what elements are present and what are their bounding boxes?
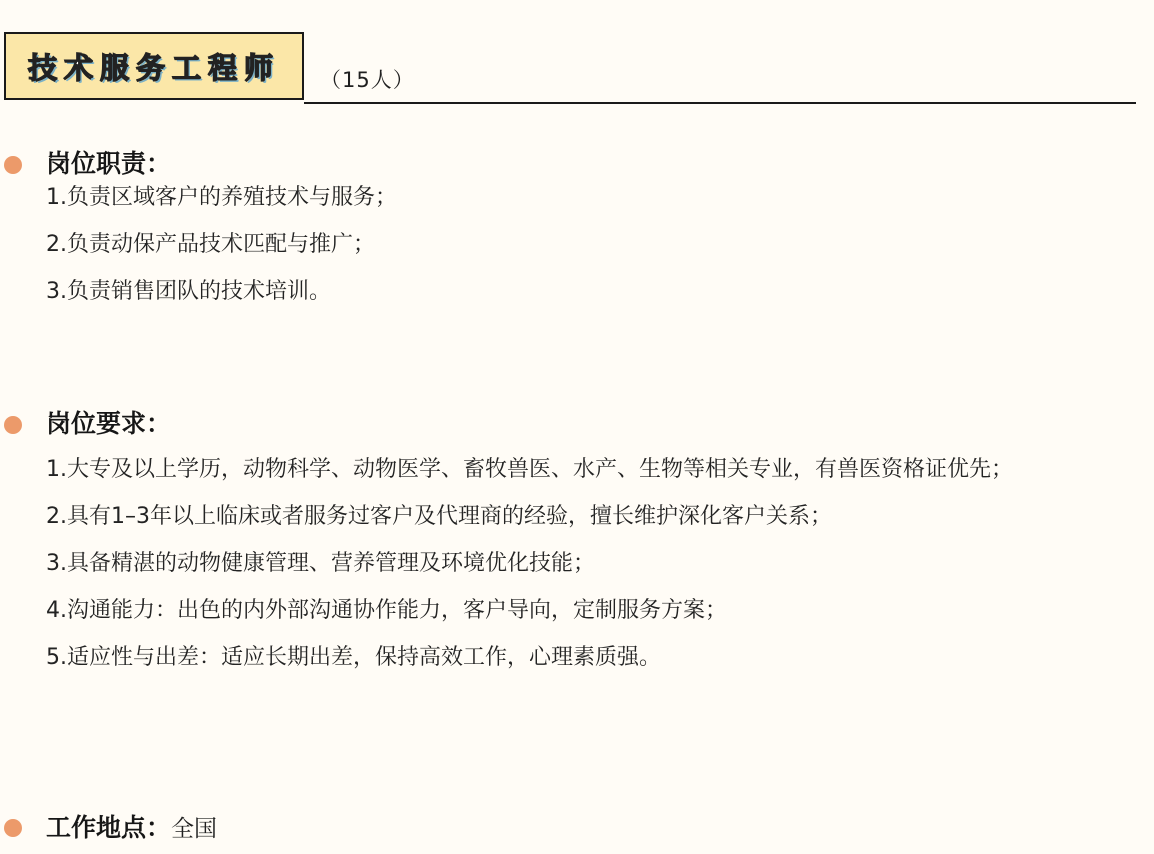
list-item: 2.负责动保产品技术匹配与推广； (46, 232, 375, 257)
responsibilities-list (46, 174, 1138, 315)
location-heading: 工作地点： (46, 813, 172, 842)
list-item: 3.负责销售团队的技术培训。 (46, 279, 331, 304)
list-item: 2.具有1–3年以上临床或者服务过客户及代理商的经验，擅长维护深化客户关系； (46, 504, 832, 529)
responsibilities-heading: 岗位职责： (46, 149, 172, 178)
list-item: 1.大专及以上学历，动物科学、动物医学、畜牧兽医、水产、生物等相关专业，有兽医资格证优先； (46, 457, 1013, 482)
job-title: 技术服务工程师 (27, 50, 280, 85)
bullet-dot-icon (4, 156, 22, 174)
requirements-list (46, 446, 1138, 681)
list-item: 5.适应性与出差：适应长期出差，保持高效工作，心理素质强。 (46, 645, 661, 670)
job-title-box (4, 32, 304, 100)
list-item: 4.沟通能力：出色的内外部沟通协作能力，客户导向，定制服务方案； (46, 598, 727, 623)
header-divider (304, 102, 1136, 104)
list-item: 1.负责区域客户的养殖技术与服务； (46, 185, 397, 210)
list-item: 3.具备精湛的动物健康管理、营养管理及环境优化技能； (46, 551, 595, 576)
bullet-dot-icon (4, 819, 22, 837)
requirements-heading: 岗位要求： (46, 409, 172, 438)
location-value: 全国 (171, 816, 218, 842)
location-line (46, 808, 217, 844)
bullet-dot-icon (4, 416, 22, 434)
headcount: （15人） (320, 68, 415, 92)
job-title-header (4, 32, 1136, 104)
